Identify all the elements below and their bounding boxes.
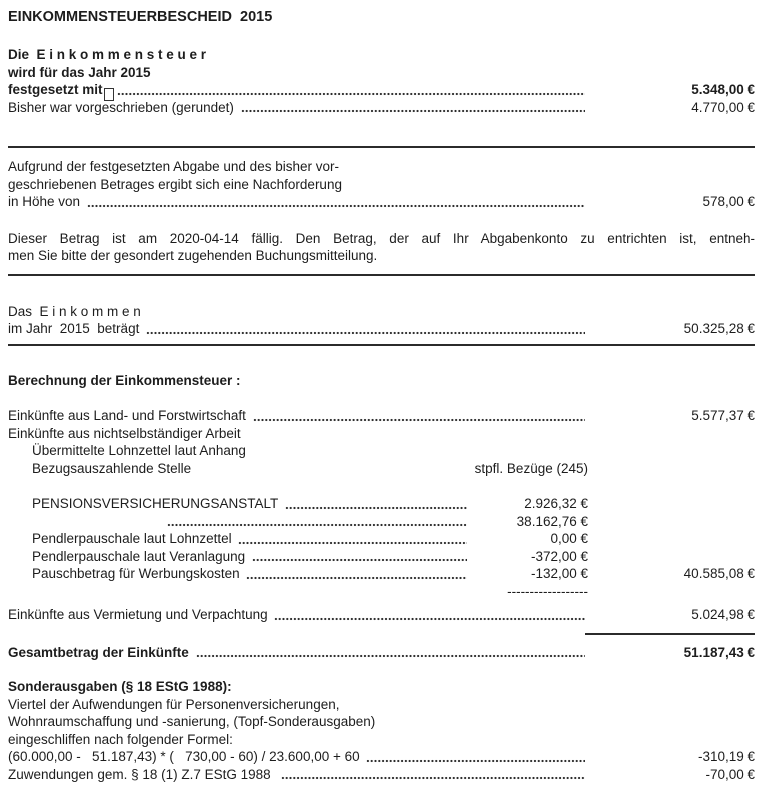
assessment-heading-line2: wird für das Jahr 2015 [8, 64, 151, 80]
calc-row-mid-value: 38.162,76 € [516, 513, 588, 529]
calc-row-label: Bezugsauszahlende Stelle [32, 460, 192, 476]
calc-row-vermietung [8, 606, 755, 624]
calc-row-mid-value: 2.926,32 € [524, 496, 588, 511]
total-rule [585, 633, 755, 635]
calc-row-mid-value: stpfl. Bezüge (245) [474, 460, 588, 476]
sonderausgaben-line2: Wohnraumschaffung und -sanierung, (Topf-Sonderausgaben) [8, 714, 376, 729]
calc-row-label: Einkünfte aus Vermietung und Verpachtung [8, 607, 272, 622]
leader-dots [146, 331, 585, 335]
calc-row-werbungskosten [8, 565, 755, 583]
formula-amount: -310,19 € [697, 749, 755, 764]
calc-row-label: Pendlerpauschale laut Lohnzettel [32, 531, 236, 546]
leader-dots [274, 617, 585, 621]
leader-dots [238, 541, 467, 545]
divider [8, 146, 755, 148]
calc-row-label: Übermittelte Lohnzettel laut Anhang [32, 443, 246, 458]
leader-dots [117, 92, 585, 96]
calc-row-amount: 5.577,37 € [691, 408, 755, 423]
leader-dots [253, 418, 585, 422]
calc-row-label: Gesamtbetrag der Einkünfte [8, 644, 193, 660]
calc-row-mid-value: 0,00 € [550, 531, 588, 546]
sonderausgaben-heading: Sonderausgaben (§ 18 EStG 1988): [8, 679, 232, 694]
calc-subtotal-dashes-row [8, 583, 755, 601]
calc-row-second-bezug [8, 513, 755, 531]
formula-label: (60.000,00 - 51.187,43) * ( 730,00 - 60) / 23.600,00 + 60 [8, 749, 364, 764]
leader-dots [196, 654, 585, 658]
leader-dots [246, 576, 467, 580]
calc-row-amount: 5.024,98 € [691, 607, 755, 622]
calc-row-label: PENSIONSVERSICHERUNGSANSTALT [32, 496, 282, 511]
claim-text-line1: Aufgrund der festgesetzten Abgabe und des bisher vor- [8, 159, 339, 174]
assessed-tax-amount: 5.348,00 € [691, 82, 755, 97]
leader-dots [167, 523, 467, 527]
calc-row-bezugsstelle [8, 460, 755, 478]
claim-amount-value: 578,00 € [702, 194, 755, 209]
previous-amount-label: Bisher war vorgeschrieben (gerundet) [8, 99, 238, 115]
claim-amount-label: in Höhe von [8, 194, 84, 209]
assessed-tax-row [8, 81, 755, 99]
divider [8, 344, 755, 346]
calc-row-label: Pauschbetrag für Werbungskosten [32, 566, 244, 581]
calc-row-amount: 51.187,43 € [683, 644, 755, 660]
calculation-heading: Berechnung der Einkommensteuer : [8, 372, 241, 388]
calc-row-pensionsversicherung [8, 495, 755, 513]
leader-dots [366, 759, 585, 763]
calc-row-amount: 40.585,08 € [683, 566, 755, 581]
calc-row-label: Einkünfte aus Land- und Forstwirtschaft [8, 408, 250, 423]
sonderausgaben-zuwendungen-row [8, 766, 755, 784]
claim-text-line2: geschriebenen Betrages ergibt sich eine Nachforderung [8, 176, 342, 192]
calc-row-label: Pendlerpauschale laut Veranlagung [32, 548, 249, 564]
assessment-heading-line1: Die E i n k o m m e n s t e u e r [8, 47, 207, 62]
calc-row-nichtselbstaendig [8, 425, 755, 443]
zuwendungen-amount: -70,00 € [705, 766, 755, 782]
calc-row-mid-value: -132,00 € [530, 566, 588, 581]
page-title: EINKOMMENSTEUERBESCHEID 2015 [8, 9, 273, 25]
leader-dots [281, 776, 585, 780]
calc-row-forstwirtschaft [8, 407, 755, 425]
due-note-line1: Dieser Betrag ist am 2020-04-14 fällig. Den Betrag, der auf Ihr Abgabenkonto zu entrichten ist, entneh- [8, 230, 755, 246]
divider [8, 274, 755, 276]
calc-row-label: Einkünfte aus nichtselbständiger Arbeit [8, 425, 241, 441]
calc-row-mid-value: -372,00 € [530, 548, 588, 564]
income-amount-label: im Jahr 2015 beträgt [8, 321, 144, 336]
leader-dots [252, 558, 467, 562]
calc-row-lohnzettel-anhang [8, 442, 755, 460]
calc-row-pendler-veranlagung [8, 548, 755, 566]
claim-amount-row [8, 193, 755, 211]
subtotal-dashes: ------------------ [507, 583, 588, 599]
income-heading: Das E i n k o m m e n [8, 303, 141, 319]
sonderausgaben-line3: eingeschliffen nach folgender Formel: [8, 731, 233, 747]
sonderausgaben-line1: Viertel der Aufwendungen für Personenversicherungen, [8, 696, 340, 712]
leader-dots [285, 506, 467, 510]
previous-amount-value: 4.770,00 € [691, 99, 755, 115]
income-amount-value: 50.325,28 € [683, 321, 755, 336]
leader-dots [87, 204, 585, 208]
zuwendungen-label: Zuwendungen gem. § 18 (1) Z.7 EStG 1988 [8, 766, 279, 782]
income-amount-row [8, 320, 755, 338]
assessed-tax-label: festgesetzt mit [8, 82, 103, 97]
previous-amount-row [8, 99, 755, 117]
calc-row-gesamtbetrag [8, 644, 755, 662]
leader-dots [241, 109, 585, 113]
sonderausgaben-formula-row [8, 748, 755, 766]
due-note-line2: men Sie bitte der gesondert zugehenden Buchungsmitteilung. [8, 248, 378, 263]
calc-row-pendler-lohnzettel [8, 530, 755, 548]
